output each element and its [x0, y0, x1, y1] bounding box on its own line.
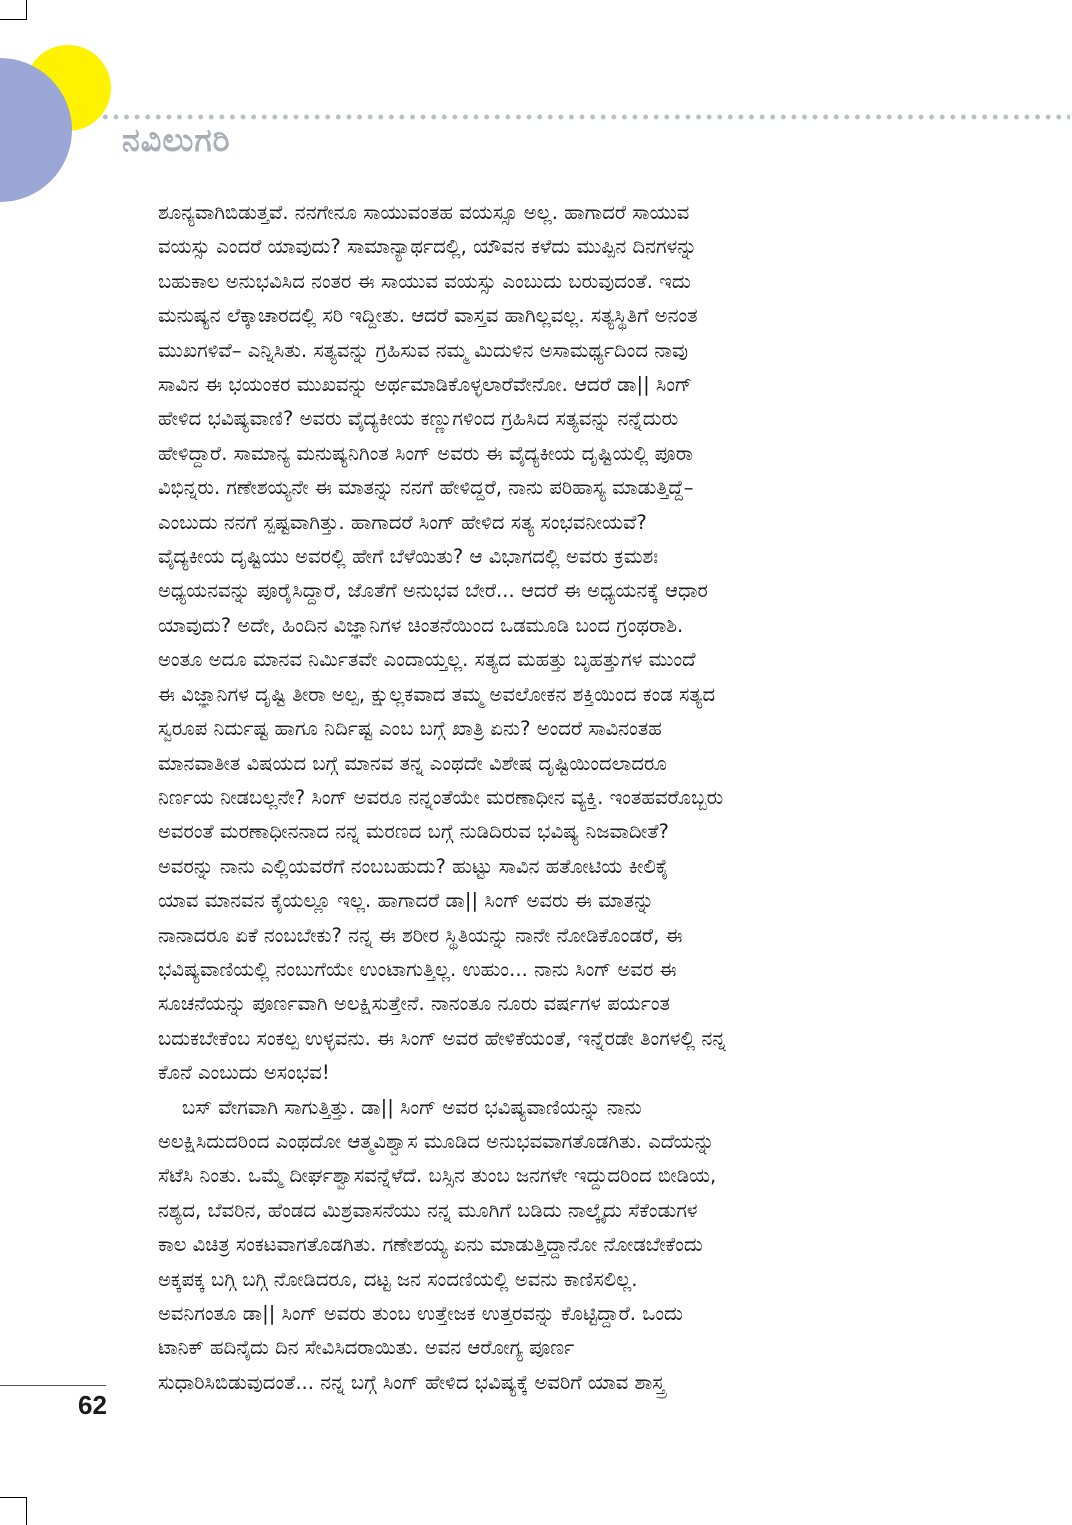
page-number: 62 [78, 1390, 107, 1420]
crop-mark-bottom-left-horizontal [0, 1497, 27, 1498]
text-line: ಅವರಂತೆ ಮರಣಾಧೀನನಾದ ನನ್ನ ಮರಣದ ಬಗ್ಗೆ ನುಡಿದಿರುವ ಭವಿಷ್ಯ ನಿಜವಾದೀತೆ? [158, 820, 669, 844]
text-line: ಯಾವ ಮಾನವನ ಕೈಯಲ್ಲೂ ಇಲ್ಲ. ಹಾಗಾದರೆ ಡಾ|| ಸಿಂಗ್ ಅವರು ಈ ಮಾತನ್ನು [158, 889, 654, 913]
text-line: ಟಾನಿಕ್ ಹದಿನೈದು ದಿನ ಸೇವಿಸಿದರಾಯಿತು. ಅವನ ಆರೋಗ್ಯ ಪೂರ್ಣ [158, 1336, 575, 1360]
header-dotted-rule [100, 114, 1070, 120]
text-line: ಶೂನ್ಯವಾಗಿಬಿಡುತ್ತವೆ. ನನಗೇನೂ ಸಾಯುವಂತಹ ವಯಸ್ಸೂ ಅಲ್ಲ. ಹಾಗಾದರೆ ಸಾಯುವ [158, 201, 690, 224]
text-line: ಅವನಿಗಂತೂ ಡಾ|| ಸಿಂಗ್ ಅವರು ತುಂಬ ಉತ್ತೇಜಕ ಉತ್ತರವನ್ನು ಕೊಟ್ಟಿದ್ದಾರೆ. ಒಂದು [158, 1302, 683, 1325]
text-line: ಬದುಕಬೇಕೆಂಬ ಸಂಕಲ್ಪ ಉಳ್ಳವನು. ಈ ಸಿಂಗ್ ಅವರ ಹೇಳಿಕೆಯಂತೆ, ಇನ್ನೆರಡೇ ತಿಂಗಳಲ್ಲಿ ನನ್ನ [158, 1026, 726, 1050]
text-line: ಎಂಬುದು ನನಗೆ ಸ್ಪಷ್ಟವಾಗಿತ್ತು. ಹಾಗಾದರೆ ಸಿಂಗ್ ಹೇಳಿದ ಸತ್ಯ ಸಂಭವನೀಯವೆ? [158, 510, 647, 534]
text-line: ಸೆಟೆಸಿ ನಿಂತು. ಒಮ್ಮೆ ದೀರ್ಘಶ್ವಾಸವನ್ನೆಳೆದೆ. ಬಸ್ಸಿನ ತುಂಬ ಜನಗಳೇ ಇದ್ದುದರಿಂದ ಬೀಡಿಯ, [158, 1164, 717, 1188]
text-line: ಬಹುಕಾಲ ಅನುಭವಿಸಿದ ನಂತರ ಈ ಸಾಯುವ ವಯಸ್ಸು ಎಂಬುದು ಬರುವುದಂತೆ. ಇದು [158, 269, 691, 293]
text-line: ಬಸ್ ವೇಗವಾಗಿ ಸಾಗುತ್ತಿತ್ತು. ಡಾ|| ಸಿಂಗ್ ಅವರ ಭವಿಷ್ಯವಾಣಿಯನ್ನು ನಾನು [182, 1095, 642, 1119]
text-line: ಮುಖಗಳಿವೆ– ಎನ್ನಿಸಿತು. ಸತ್ಯವನ್ನು ಗ್ರಹಿಸುವ ನಮ್ಮ ಮಿದುಳಿನ ಅಸಾಮರ್ಥ್ಯದಿಂದ ನಾವು [158, 338, 689, 362]
text-line: ವೈದ್ಯಕೀಯ ದೃಷ್ಟಿಯು ಅವರಲ್ಲಿ ಹೇಗೆ ಬೆಳೆಯಿತು? ಆ ವಿಭಾಗದಲ್ಲಿ ಅವರು ಕ್ರಮಶಃ [158, 545, 659, 569]
running-header-title: ನವಿಲುಗರಿ [122, 121, 231, 159]
text-line: ಅಲಕ್ಷಿಸಿದುದರಿಂದ ಎಂಥದೋ ಆತ್ಮವಿಶ್ವಾಸ ಮೂಡಿದ ಅನುಭವವಾಗತೊಡಗಿತು. ಎದೆಯನ್ನು [158, 1129, 715, 1153]
text-line: ಮಾನವಾತೀತ ವಿಷಯದ ಬಗ್ಗೆ ಮಾನವ ತನ್ನ ಎಂಥದೇ ವಿಶೇಷ ದೃಷ್ಟಿಯಿಂದಲಾದರೂ [158, 751, 667, 775]
text-line: ಸೂಚನೆಯನ್ನು ಪೂರ್ಣವಾಗಿ ಅಲಕ್ಷಿಸುತ್ತೇನೆ. ನಾನಂತೂ ನೂರು ವರ್ಷಗಳ ಪರ್ಯಂತ [158, 992, 670, 1016]
text-line: ಕೊನೆ ಎಂಬುದು ಅಸಂಭವ! [158, 1061, 330, 1085]
text-line: ಅಧ್ಯಯನವನ್ನು ಪೂರೈಸಿದ್ದಾರೆ, ಜೊತೆಗೆ ಅನುಭವ ಬೇರೆ... ಆದರೆ ಈ ಅಧ್ಯಯನಕ್ಕೆ ಆಧಾರ [158, 579, 708, 603]
text-line: ಭವಿಷ್ಯವಾಣಿಯಲ್ಲಿ ನಂಬುಗೆಯೇ ಉಂಟಾಗುತ್ತಿಲ್ಲ. ಉಹುಂ... ನಾನು ಸಿಂಗ್ ಅವರ ಈ [158, 957, 677, 981]
text-line: ಸಾವಿನ ಈ ಭಯಂಕರ ಮುಖವನ್ನು ಅರ್ಥಮಾಡಿಕೊಳ್ಳಲಾರೆವೇನೋ. ಆದರೆ ಡಾ|| ಸಿಂಗ್ [158, 373, 692, 397]
text-line: ಅವರನ್ನು ನಾನು ಎಲ್ಲಿಯವರೆಗೆ ನಂಬಬಹುದು? ಹುಟ್ಟು ಸಾವಿನ ಹತೋಟಿಯ ಕೀಲಿಕೈ [158, 854, 669, 878]
text-line: ಸ್ವರೂಪ ನಿರ್ದುಷ್ಟ ಹಾಗೂ ನಿರ್ದಿಷ್ಟ ಎಂಬ ಬಗ್ಗೆ ಖಾತ್ರಿ ಏನು? ಅಂದರೆ ಸಾವಿನಂತಹ [158, 717, 662, 741]
text-line: ನಶ್ಯದ, ಬೆವರಿನ, ಹೆಂಡದ ಮಿಶ್ರವಾಸನೆಯು ನನ್ನ ಮೂಗಿಗೆ ಬಡಿದು ನಾಲ್ಕೈದು ಸೆಕೆಂಡುಗಳ [158, 1198, 698, 1222]
text-line: ಅಂತೂ ಅದೂ ಮಾನವ ನಿರ್ಮಿತವೇ ಎಂದಾಯ್ತಲ್ಲ. ಸತ್ಯದ ಮಹತ್ತು ಬೃಹತ್ತುಗಳ ಮುಂದೆ [158, 648, 696, 672]
text-line: ಯಾವುದು? ಅದೇ, ಹಿಂದಿನ ವಿಜ್ಞಾನಿಗಳ ಚಿಂತನೆಯಿಂದ ಒಡಮೂಡಿ ಬಂದ ಗ್ರಂಥರಾಶಿ. [158, 613, 684, 637]
text-line: ಅಕ್ಕಪಕ್ಕ ಬಗ್ಗಿ ಬಗ್ಗಿ ನೋಡಿದರೂ, ದಟ್ಟ ಜನ ಸಂದಣಿಯಲ್ಲಿ ಅವನು ಕಾಣಿಸಲಿಲ್ಲ. [158, 1267, 638, 1291]
crop-mark-bottom-left-vertical [26, 1497, 27, 1525]
text-line: ಹೇಳಿದ್ದಾರೆ. ಸಾಮಾನ್ಯ ಮನುಷ್ಯನಿಗಿಂತ ಸಿಂಗ್ ಅವರು ಈ ವೈದ್ಯಕೀಯ ದೃಷ್ಟಿಯಲ್ಲಿ ಪೂರಾ [158, 441, 693, 465]
text-line: ವಿಭಿನ್ನರು. ಗಣೇಶಯ್ಯನೇ ಈ ಮಾತನ್ನು ನನಗೆ ಹೇಳಿದ್ದರೆ, ನಾನು ಪರಿಹಾಸ್ಯ ಮಾಡುತ್ತಿದ್ದೆ– [158, 476, 694, 500]
text-line: ಹೇಳಿದ ಭವಿಷ್ಯವಾಣಿ? ಅವರು ವೈದ್ಯಕೀಯ ಕಣ್ಣುಗಳಿಂದ ಗ್ರಹಿಸಿದ ಸತ್ಯವನ್ನು ನನ್ನೆದುರು [158, 407, 679, 431]
text-line: ಕಾಲ ವಿಚಿತ್ರ ಸಂಕಟವಾಗತೊಡಗಿತು. ಗಣೇಶಯ್ಯ ಏನು ಮಾಡುತ್ತಿದ್ದಾನೋ ನೋಡಬೇಕೆಂದು [158, 1233, 703, 1257]
text-line: ಮನುಷ್ಯನ ಲೆಕ್ಕಾಚಾರದಲ್ಲಿ ಸರಿ ಇದ್ದೀತು. ಆದರೆ ವಾಸ್ತವ ಹಾಗಿಲ್ಲವಲ್ಲ. ಸತ್ಯಸ್ಥಿತಿಗೆ ಅನಂತ [158, 304, 698, 328]
text-line: ಈ ವಿಜ್ಞಾನಿಗಳ ದೃಷ್ಟಿ ತೀರಾ ಅಲ್ಪ, ಕ್ಷುಲ್ಲಕವಾದ ತಮ್ಮ ಅವಲೋಕನ ಶಕ್ತಿಯಿಂದ ಕಂಡ ಸತ್ಯದ [158, 682, 716, 706]
text-line: ನಾನಾದರೂ ಏಕೆ ನಂಬಬೇಕು? ನನ್ನ ಈ ಶರೀರ ಸ್ಥಿತಿಯನ್ನು ನಾನೇ ನೋಡಿಕೊಂಡರೆ, ಈ [158, 923, 683, 947]
text-line: ನಿರ್ಣಯ ನೀಡಬಲ್ಲನೇ? ಸಿಂಗ್ ಅವರೂ ನನ್ನಂತೆಯೇ ಮರಣಾಧೀನ ವ್ಯಕ್ತಿ. ಇಂತಹವರೊಬ್ಬರು [158, 785, 724, 809]
text-line: ವಯಸ್ಸು ಎಂದರೆ ಯಾವುದು? ಸಾಮಾನ್ಯಾರ್ಥದಲ್ಲಿ, ಯೌವನ ಕಳೆದು ಮುಪ್ಪಿನ ದಿನಗಳನ್ನು [158, 235, 698, 259]
header-decoration [0, 0, 130, 210]
body-text [158, 196, 908, 1400]
footer-rule [0, 1385, 106, 1386]
text-line: ಸುಧಾರಿಸಿಬಿಡುವುದಂತೆ... ನನ್ನ ಬಗ್ಗೆ ಸಿಂಗ್ ಹೇಳಿದ ಭವಿಷ್ಯಕ್ಕೆ ಅವರಿಗೆ ಯಾವ ಶಾಸ್ತ್ರ [158, 1370, 665, 1394]
